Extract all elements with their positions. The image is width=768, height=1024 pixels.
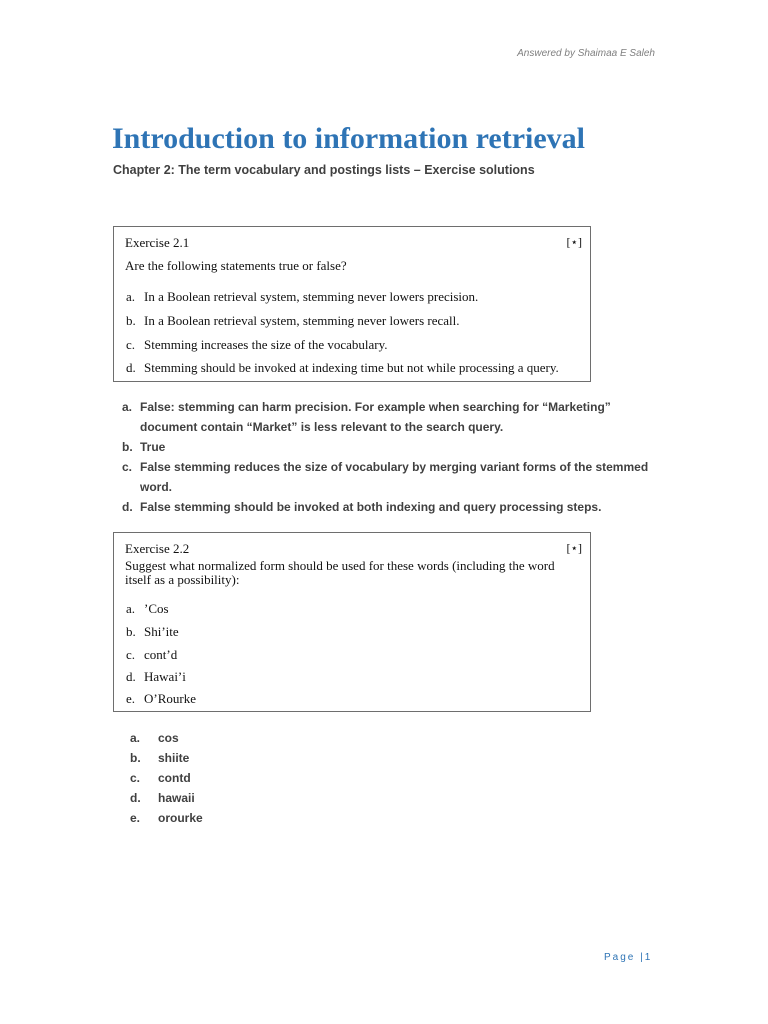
- statement-text: Stemming increases the size of the vocabulary.: [144, 337, 388, 352]
- statement-text: Stemming should be invoked at indexing time but not while processing a query.: [144, 360, 559, 375]
- answer-letter: a.: [130, 731, 141, 745]
- footer-page-label: Page: [604, 952, 636, 963]
- answer-item: [130, 768, 203, 788]
- answer-letter: c.: [122, 460, 133, 474]
- answer-text: cos: [158, 731, 179, 745]
- answer-text: shiite: [158, 751, 190, 765]
- exercise-statement: [126, 360, 559, 376]
- answer-item: [122, 497, 652, 517]
- answer-item: [130, 748, 203, 768]
- word-letter: b.: [126, 624, 136, 639]
- exercise-2-1-box: [113, 226, 591, 382]
- answer-text: False stemming should be invoked at both indexing and query processing steps.: [140, 500, 602, 514]
- word-text: ’Cos: [144, 601, 169, 616]
- exercise-question: Are the following statements true or false?: [125, 258, 347, 273]
- word-letter: e.: [126, 691, 136, 706]
- statement-letter: a.: [126, 289, 136, 304]
- answer-item: [122, 457, 652, 497]
- exercise-question: Suggest what normalized form should be used for these words (including the word itself as a possibility):: [125, 558, 555, 587]
- answer-letter: e.: [130, 811, 141, 825]
- answer-letter: b.: [130, 751, 141, 765]
- word-letter: a.: [126, 601, 136, 616]
- exercise-statement: [126, 337, 388, 353]
- answer-item: [122, 437, 652, 457]
- exercise-word: [126, 647, 177, 663]
- statement-text: In a Boolean retrieval system, stemming never lowers precision.: [144, 289, 479, 304]
- exercise-word: [126, 601, 169, 617]
- exercise-2-2-box: [113, 532, 591, 712]
- exercise-statement: [126, 289, 478, 305]
- exercise-difficulty-mark: [⋆]: [566, 235, 582, 249]
- answer-item: [130, 728, 203, 748]
- answer-letter: c.: [130, 771, 141, 785]
- word-letter: c.: [126, 647, 136, 662]
- exercise-difficulty-mark: [⋆]: [566, 541, 582, 555]
- word-text: Shi’ite: [144, 624, 179, 639]
- header-note: Answered by Shaimaa E Saleh: [517, 48, 655, 59]
- answer-letter: b.: [122, 440, 133, 454]
- page-footer: [604, 952, 652, 963]
- word-text: O’Rourke: [144, 691, 196, 706]
- exercise-statement: [126, 313, 460, 329]
- footer-page-number: 1: [644, 952, 653, 963]
- exercise-heading: Exercise 2.1: [125, 235, 190, 250]
- answer-item: [122, 397, 652, 437]
- word-letter: d.: [126, 669, 136, 684]
- page-title: Introduction to information retrieval: [112, 122, 586, 155]
- answer-letter: a.: [122, 400, 133, 414]
- answer-text: orourke: [158, 811, 203, 825]
- answer-text: hawaii: [158, 791, 195, 805]
- answer-text: contd: [158, 771, 191, 785]
- footer-separator: |: [640, 952, 645, 963]
- statement-letter: d.: [126, 360, 136, 375]
- answer-item: [130, 808, 203, 828]
- answer-item: [130, 788, 203, 808]
- exercise-word: [126, 669, 186, 685]
- statement-letter: b.: [126, 313, 136, 328]
- answer-text: False stemming reduces the size of vocabulary by merging variant forms of the stemmed word.: [140, 460, 649, 494]
- exercise-word: [126, 691, 196, 707]
- word-text: Hawai’i: [144, 669, 186, 684]
- word-text: cont’d: [144, 647, 178, 662]
- exercise-2-1-answers: [122, 397, 652, 517]
- answer-text: False: stemming can harm precision. For example when searching for “Marketing” document contain “Market” is less relevant to the search query.: [140, 400, 611, 434]
- answer-text: True: [140, 440, 166, 454]
- answer-letter: d.: [130, 791, 141, 805]
- page-subtitle: Chapter 2: The term vocabulary and postings lists – Exercise solutions: [113, 163, 535, 177]
- exercise-heading: Exercise 2.2: [125, 541, 190, 556]
- exercise-2-2-answers: [130, 728, 203, 828]
- statement-letter: c.: [126, 337, 136, 352]
- statement-text: In a Boolean retrieval system, stemming never lowers recall.: [144, 313, 460, 328]
- exercise-word: [126, 624, 179, 640]
- answer-letter: d.: [122, 500, 133, 514]
